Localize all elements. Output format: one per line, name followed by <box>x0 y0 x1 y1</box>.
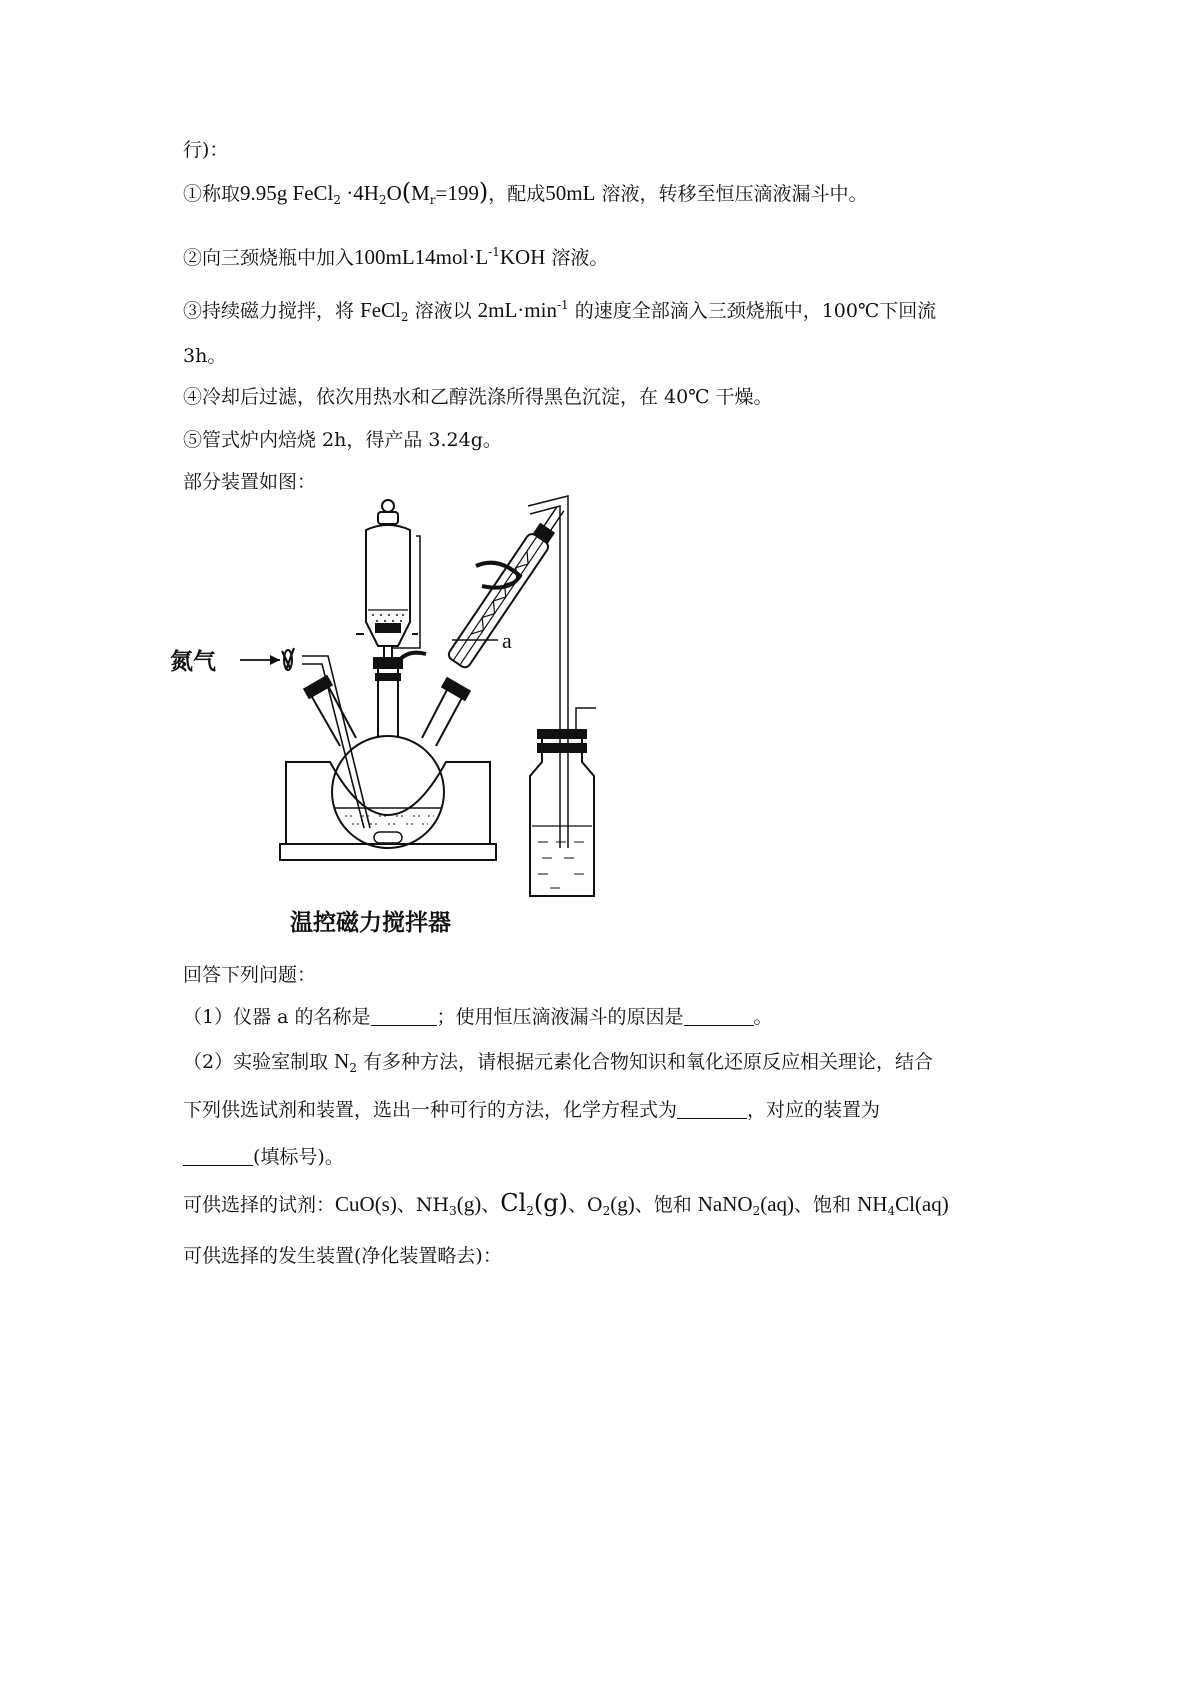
step-2: ②向三颈烧瓶中加入$100mL14mol\cdot L^{-1}KOH$ 溶液。 <box>183 245 609 269</box>
step-4: ④冷却后过滤，依次用热水和乙醇洗涤所得黑色沉淀，在 40℃ 干燥。 <box>183 386 773 408</box>
stirrer-label: 温控磁力搅拌器 <box>290 910 451 936</box>
heater-base <box>280 844 496 860</box>
question-2-line-3: (填标号)。 <box>183 1144 344 1170</box>
step-1: ①称取9.95g FeCl$_2$ $\cdot 4H_2O(M_r=199)$，配成50mL 溶液，转移至恒压滴液漏斗中。 <box>183 178 868 207</box>
nitrogen-label: 氮气 <box>170 649 216 675</box>
question-2-line-1: （2）实验室制取 $N_2$ 有多种方法，请根据元素化合物知识和氧化还原反应相关理论，结合 <box>183 1049 933 1075</box>
question-2-line-2: 下列供选试剂和装置，选出一种可行的方法，化学方程式为 ，对应的装置为 <box>183 1099 881 1121</box>
condenser-water-out <box>476 563 520 588</box>
stir-bar <box>374 832 402 843</box>
intro-fragment: 行)： <box>183 139 229 161</box>
label-a: a <box>502 628 512 653</box>
reagents-line: 可供选择的试剂：CuO(s)、$NH_3(g)$、$Cl_2(g)$、$O_2(g)$、饱和 NaNO$_2$(aq)、饱和 $NH_4Cl(aq)$ <box>183 1189 949 1218</box>
question-header: 回答下列问题： <box>183 964 317 986</box>
step-5: ⑤管式炉内焙烧 2h，得产品 3.24g。 <box>183 429 502 451</box>
question-1: （1）仪器 a 的名称是 ；使用恒压滴液漏斗的原因是 。 <box>183 1006 773 1028</box>
figure-intro: 部分装置如图： <box>183 471 317 493</box>
apparatus-diagram <box>170 498 700 950</box>
step-3-continued: 3h。 <box>183 345 227 367</box>
devices-line: 可供选择的发生装置(净化装置略去)： <box>183 1245 502 1267</box>
step-3: ③持续磁力搅拌，将 FeCl$_2$ 溶液以 $2mL\cdot\min^{-1}$ 的速度全部滴入三颈烧瓶中，100℃下回流 <box>183 298 937 324</box>
wash-bottle <box>530 738 594 896</box>
